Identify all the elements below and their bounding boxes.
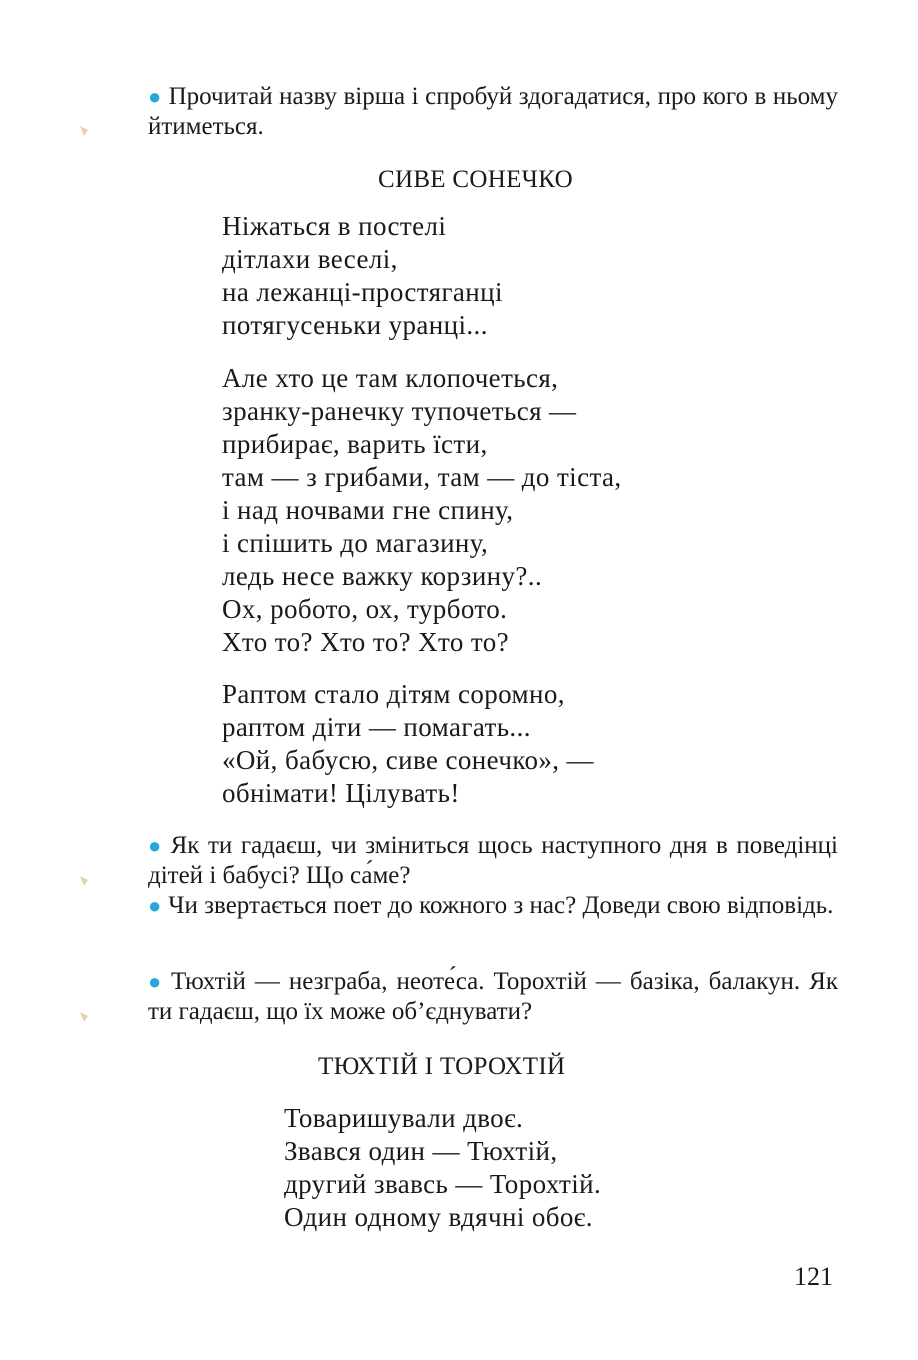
question-mark-icon bbox=[72, 86, 130, 142]
poem-title: ТЮХТІЙ І ТОРОХТІЙ bbox=[318, 1053, 566, 1080]
question-mark-icon bbox=[72, 972, 130, 1028]
task-item bbox=[148, 891, 838, 921]
task-item bbox=[148, 82, 838, 142]
task-item bbox=[148, 831, 838, 891]
task-block-2 bbox=[148, 831, 838, 921]
poem-stanza bbox=[222, 678, 594, 810]
poem-line: потягусеньки уранці... bbox=[222, 310, 488, 340]
bullet-icon: ● bbox=[148, 893, 162, 918]
task-block-1 bbox=[148, 82, 838, 142]
poem-line: на лежанці-простяганці bbox=[222, 277, 503, 307]
poem-stanza bbox=[222, 210, 503, 342]
bullet-icon: ● bbox=[148, 84, 162, 109]
task-text: Тюхтій — незграба, неоте́са. Торохтій — базіка, балакун. Як ти гадаєш, що їх може об’єднувати? bbox=[148, 968, 838, 1025]
task-text: Чи звертається поет до кожного з нас? Доведи свою відповідь. bbox=[168, 892, 834, 919]
poem-line: там — з грибами, там — до тіста, bbox=[222, 462, 622, 492]
bullet-icon: ● bbox=[148, 833, 164, 858]
poem-line: дітлахи веселі, bbox=[222, 244, 398, 274]
poem-line: Ніжаться в постелі bbox=[222, 211, 447, 241]
poem-line: другий звавсь — Торохтій. bbox=[284, 1169, 602, 1199]
poem-line: Звався один — Тюхтій, bbox=[284, 1136, 558, 1166]
poem-stanza bbox=[284, 1102, 601, 1234]
poem-line: зранку-ранечку тупочеться — bbox=[222, 396, 577, 426]
poem-line: прибирає, варить їсти, bbox=[222, 429, 488, 459]
question-mark-icon bbox=[72, 836, 130, 892]
task-block-3 bbox=[148, 967, 838, 1027]
poem-line: «Ой, бабусю, сиве сонечко», — bbox=[222, 745, 594, 775]
task-item bbox=[148, 967, 838, 1027]
poem-line: Товаришували двоє. bbox=[284, 1103, 524, 1133]
poem-line: Раптом стало дітям соромно, bbox=[222, 679, 565, 709]
bullet-icon: ● bbox=[148, 969, 165, 994]
poem-stanza bbox=[222, 362, 622, 659]
poem-line: раптом діти — помагать... bbox=[222, 712, 531, 742]
page-number: 121 bbox=[794, 1262, 833, 1291]
poem-line: Але хто це там клопочеться, bbox=[222, 363, 559, 393]
poem-line: Ох, робото, ох, турбото. bbox=[222, 594, 508, 624]
task-text: Прочитай назву вірша і спробуй здогадатися, про кого в ньому йтиметься. bbox=[148, 83, 838, 140]
poem-line: обнімати! Цілувать! bbox=[222, 778, 460, 808]
poem-title: СИВЕ СОНЕЧКО bbox=[378, 166, 573, 193]
poem-line: ледь несе важку корзину?.. bbox=[222, 561, 543, 591]
poem-line: і над ночвами гне спину, bbox=[222, 495, 514, 525]
poem-line: Хто то? Хто то? Хто то? bbox=[222, 627, 510, 657]
poem-line: Один одному вдячні обоє. bbox=[284, 1202, 593, 1232]
poem-line: і спішить до магазину, bbox=[222, 528, 489, 558]
task-text: Як ти гадаєш, чи зміниться щось наступного дня в поведінці дітей і бабусі? Що са́ме? bbox=[148, 832, 838, 889]
